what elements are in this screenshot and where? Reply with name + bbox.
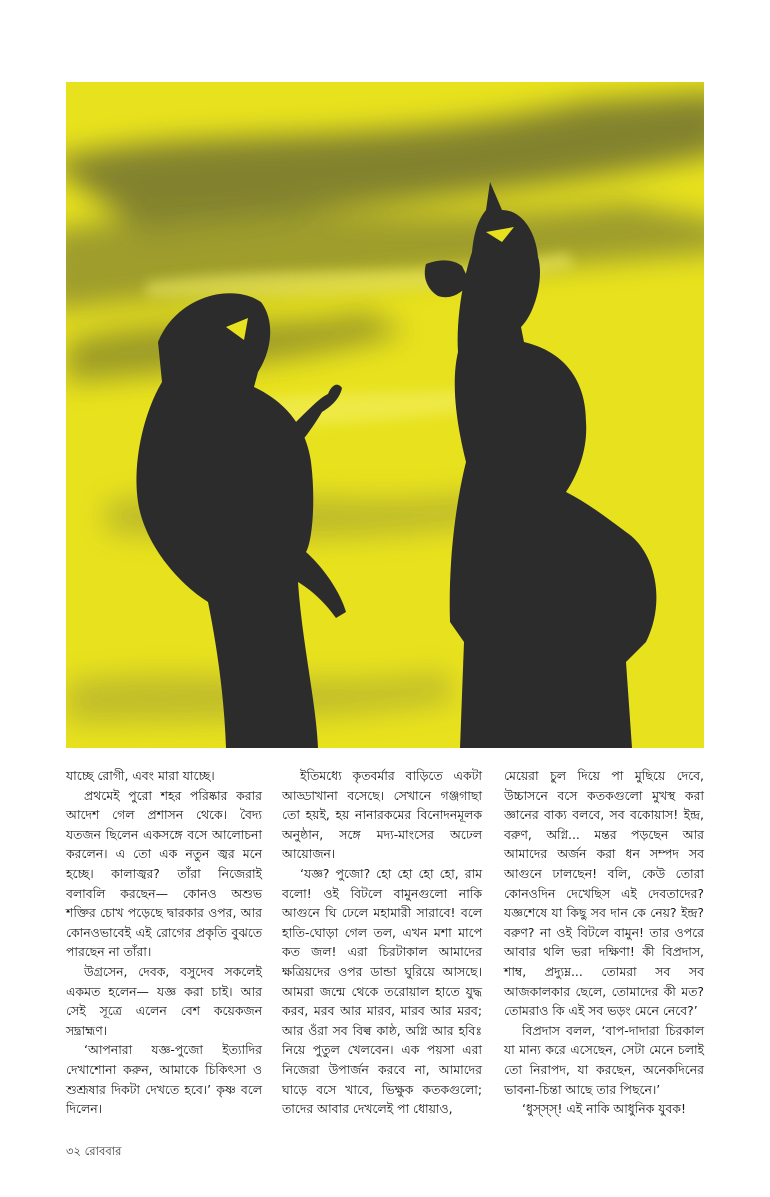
- illustration-canvas: [66, 82, 704, 748]
- text-column-3: [504, 766, 704, 1119]
- paragraph: উগ্রসেন, দেবক, বসুদেব সকলেই একমত হলেন— যজ্ঞ করা চাই। আর সেই সূত্রে এলেন বেশ কয়েকজন সদ্ব্রাহ্মণ।: [66, 963, 262, 1038]
- page-footer: [66, 1143, 121, 1162]
- paragraph: ইতিমধ্যে কৃতবর্মার বাড়িতে একটা আড্ডাখানা বসেছে। সেখানে গঞ্জগাছা তো হয়ই, হয় নানারকমের বিনোদনমূলক অনুষ্ঠান, সঙ্গে মদ্য-মাংসের অঢেল আয়োজন।: [282, 768, 482, 862]
- illustration: [66, 82, 704, 748]
- paragraph: বিপ্রদাস বলল, ‘বাপ-দাদারা চিরকাল যা মান্য করে এসেছেন, সেটা মেনে চলাই তো নিরাপদ, যা করছেন, অনেকদিনের ভাবনা-চিন্তা আছে তার পিছনে।’: [504, 1022, 704, 1097]
- text-column-1: [66, 766, 262, 1119]
- text-column-2: [282, 766, 482, 1119]
- paragraph: ‘আপনারা যজ্ঞ-পুজো ইত্যাদির দেখাশোনা করুন, আমাকে চিকিৎসা ও শুশ্রূষার দিকটা দেখতে হবে।’ কৃষ্ণ বলে দিলেন।: [66, 1042, 262, 1117]
- paragraph: মেয়েরা চুল দিয়ে পা মুছিয়ে দেবে, উচ্চাসনে বসে কতকগুলো মুখস্থ করা জ্ঞানের বাক্য বলবে, সব বকোয়াস! ইন্দ্র, বরুণ, অগ্নি... মন্তর পড়ছেন আর আমাদের অর্জন করা ধন সম্পদ সব আগুনে ঢালছেন! বলি, কেউ তোরা কোনওদিন দেখেছিস এই দেবতাদের? যজ্ঞশেষে যা কিছু সব দান কে নেয়? ইন্দ্র? বরুণ? না ওই বিটলে বামুন! তার ওপরে আবার থলি ভরা দক্ষিণা! কী বিপ্রদাস, শাম্ব, প্রদ্যুম্ন... তোমরা সব সব আজকালকার ছেলে, তোমাদের কী মত? তোমরাও কি এই সব ভড়ং মেনে নেবে?’: [504, 768, 704, 1019]
- paragraph: ‘ধুস্‌স্‌স্‌! এই নাকি আধুনিক যুবক!: [522, 1101, 686, 1117]
- paragraph: ‘যজ্ঞ? পুজো? হো হো হো হো, রাম বলো! ওই বিটলে বামুনগুলো নাকি আগুনে ঘি ঢেলে মহামারী সারাবে! বলে হাতি-ঘোড়া গেল তল, এখন মশা মাপে কত জল! এরা চিরটাকাল আমাদের ক্ষত্রিয়দের ওপর ডান্ডা ঘুরিয়ে আসছে। আমরা জন্মে থেকে তরোয়াল হাতে যুদ্ধ করব, মরব আর মারব, মারব আর মরব; আর ওঁরা সব বিল্ব কাষ্ঠ, অগ্নি আর হবিঃ নিয়ে পুতুল খেলবেন। এক পয়সা এরা নিজেরা উপার্জন করবে না, আমাদের ঘাড়ে বসে খাবে, ভিক্ষুক কতকগুলো; তাদের আবার দেখলেই পা ধোয়াও,: [282, 865, 482, 1117]
- magazine-name: রোববার: [84, 1144, 122, 1158]
- paragraph: যাচ্ছে রোগী, এবং মারা যাচ্ছে।: [66, 768, 215, 783]
- paragraph: প্রথমেই পুরো শহর পরিষ্কার করার আদেশ গেল প্রশাসন থেকে। বৈদ্য যতজন ছিলেন একসঙ্গে বসে আলোচনা করলেন। এ তো এক নতুন জ্বর মনে হচ্ছে। কালাজ্বর? তাঁরা নিজেরাই বলাবলি করছেন— কোনও অশুভ শক্তির চোখ পড়েছে দ্বারকার ওপর, আর কোনওভাবেই এই রোগের প্রকৃতি বুঝতে পারছেন না তাঁরা।: [66, 787, 262, 960]
- page-number: ৩২: [66, 1144, 81, 1158]
